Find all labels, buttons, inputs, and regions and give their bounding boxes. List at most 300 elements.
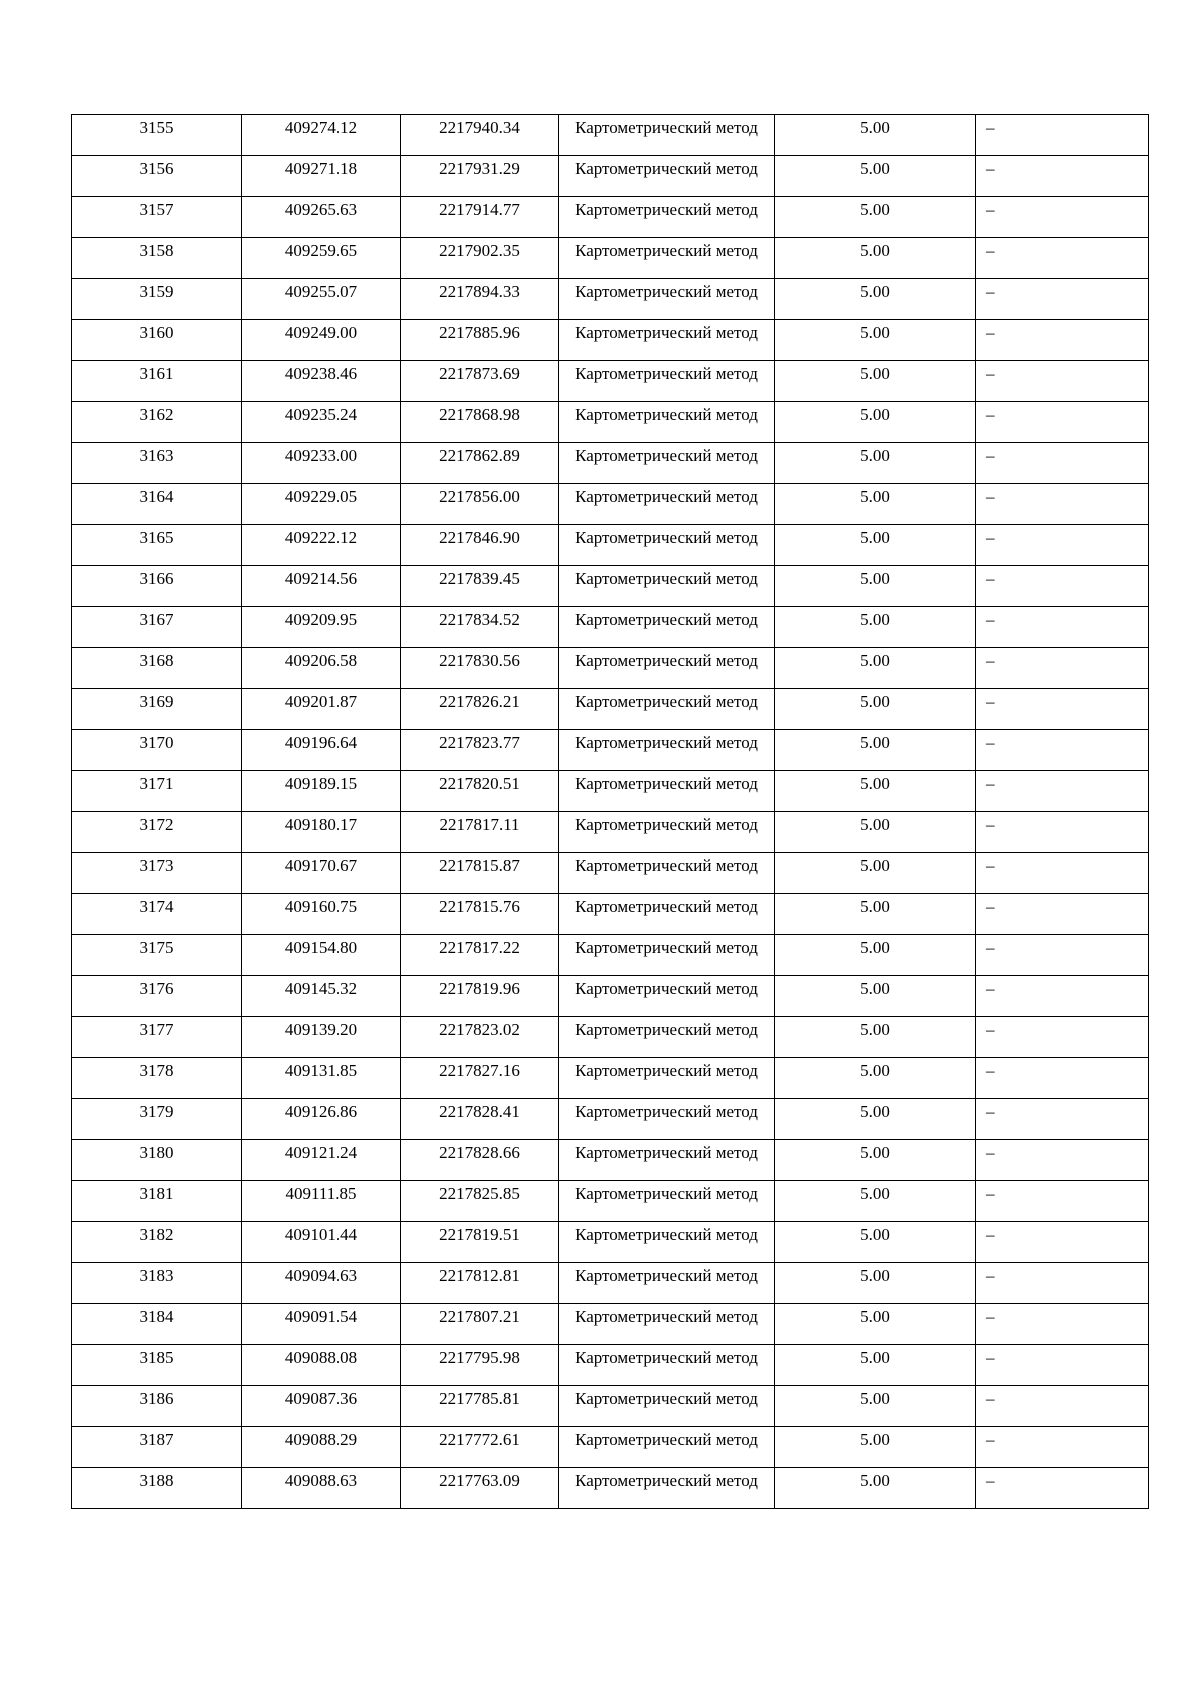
y-coordinate-cell [401,1345,559,1386]
x-coordinate-cell [242,1017,401,1058]
note-cell-text: – [986,651,995,670]
accuracy-cell-text: 5.00 [860,1389,890,1408]
table-row [72,771,1149,812]
method-cell-text: Картометрический метод [575,1266,758,1285]
method-cell-text: Картометрический метод [575,733,758,752]
y-coordinate-cell-text: 2217785.81 [439,1389,520,1408]
x-coordinate-cell-text: 409233.00 [284,446,358,465]
x-coordinate-cell-text: 409206.58 [284,651,358,670]
accuracy-cell [775,1017,976,1058]
table-row [72,156,1149,197]
note-cell [976,1140,1149,1181]
accuracy-cell-text: 5.00 [860,733,890,752]
note-cell-text: – [986,282,995,301]
note-cell [976,1304,1149,1345]
y-coordinate-cell-text: 2217827.16 [439,1061,520,1080]
method-cell [559,1017,775,1058]
table-row [72,689,1149,730]
accuracy-cell-text: 5.00 [860,1225,890,1244]
accuracy-cell [775,1304,976,1345]
x-coordinate-cell [242,1263,401,1304]
method-cell [559,1181,775,1222]
y-coordinate-cell-text: 2217823.02 [439,1020,520,1039]
x-coordinate-cell-text: 409094.63 [284,1266,358,1285]
method-cell [559,771,775,812]
accuracy-cell [775,484,976,525]
note-cell-text: – [986,1348,995,1367]
y-coordinate-cell [401,894,559,935]
point-number-cell [72,566,242,607]
y-coordinate-cell-text: 2217819.96 [439,979,520,998]
x-coordinate-cell [242,689,401,730]
note-cell-text: – [986,938,995,957]
method-cell-text: Картометрический метод [575,528,758,547]
x-coordinate-cell [242,771,401,812]
method-cell [559,812,775,853]
note-cell-text: – [986,610,995,629]
x-coordinate-cell-text: 409091.54 [284,1307,358,1326]
method-cell-text: Картометрический метод [575,938,758,957]
point-number-cell-text: 3174 [139,897,174,916]
note-cell-text: – [986,1102,995,1121]
method-cell-text: Картометрический метод [575,446,758,465]
method-cell [559,361,775,402]
coordinates-table [71,114,1149,1509]
point-number-cell-text: 3162 [139,405,174,424]
point-number-cell-text: 3184 [139,1307,174,1326]
x-coordinate-cell-text: 409145.32 [284,979,358,998]
accuracy-cell [775,566,976,607]
accuracy-cell [775,279,976,320]
y-coordinate-cell [401,525,559,566]
y-coordinate-cell [401,361,559,402]
accuracy-cell [775,361,976,402]
point-number-cell [72,689,242,730]
y-coordinate-cell-text: 2217862.89 [439,446,520,465]
method-cell-text: Картометрический метод [575,405,758,424]
point-number-cell-text: 3187 [139,1430,174,1449]
method-cell [559,443,775,484]
y-coordinate-cell [401,1181,559,1222]
point-number-cell-text: 3172 [139,815,174,834]
note-cell [976,1427,1149,1468]
note-cell [976,484,1149,525]
method-cell-text: Картометрический метод [575,1307,758,1326]
y-coordinate-cell [401,279,559,320]
coordinates-table-body [72,115,1149,1509]
table-row [72,1345,1149,1386]
x-coordinate-cell [242,1181,401,1222]
table-row [72,1263,1149,1304]
method-cell [559,1263,775,1304]
point-number-cell [72,525,242,566]
note-cell-text: – [986,856,995,875]
note-cell [976,197,1149,238]
point-number-cell-text: 3177 [139,1020,174,1039]
note-cell-text: – [986,405,995,424]
method-cell [559,1427,775,1468]
x-coordinate-cell [242,484,401,525]
x-coordinate-cell-text: 409160.75 [284,897,358,916]
point-number-cell [72,812,242,853]
y-coordinate-cell [401,1017,559,1058]
note-cell [976,689,1149,730]
accuracy-cell-text: 5.00 [860,446,890,465]
method-cell [559,156,775,197]
accuracy-cell [775,402,976,443]
point-number-cell-text: 3185 [139,1348,174,1367]
note-cell [976,1181,1149,1222]
note-cell-text: – [986,364,995,383]
table-row [72,894,1149,935]
note-cell-text: – [986,815,995,834]
x-coordinate-cell [242,279,401,320]
x-coordinate-cell [242,853,401,894]
x-coordinate-cell-text: 409235.24 [284,405,358,424]
y-coordinate-cell [401,566,559,607]
y-coordinate-cell [401,443,559,484]
method-cell [559,1304,775,1345]
accuracy-cell-text: 5.00 [860,1020,890,1039]
x-coordinate-cell [242,156,401,197]
y-coordinate-cell [401,156,559,197]
note-cell [976,935,1149,976]
accuracy-cell-text: 5.00 [860,364,890,383]
point-number-cell-text: 3165 [139,528,174,547]
point-number-cell [72,1099,242,1140]
table-row [72,320,1149,361]
y-coordinate-cell-text: 2217795.98 [439,1348,520,1367]
accuracy-cell-text: 5.00 [860,1307,890,1326]
y-coordinate-cell-text: 2217846.90 [439,528,520,547]
x-coordinate-cell [242,525,401,566]
x-coordinate-cell-text: 409131.85 [284,1061,358,1080]
x-coordinate-cell-text: 409265.63 [284,200,358,219]
point-number-cell-text: 3170 [139,733,174,752]
y-coordinate-cell-text: 2217894.33 [439,282,520,301]
y-coordinate-cell [401,935,559,976]
table-row [72,525,1149,566]
note-cell [976,115,1149,156]
accuracy-cell-text: 5.00 [860,651,890,670]
table-row [72,1181,1149,1222]
x-coordinate-cell-text: 409189.15 [284,774,358,793]
accuracy-cell [775,935,976,976]
accuracy-cell-text: 5.00 [860,487,890,506]
table-row [72,1468,1149,1509]
point-number-cell-text: 3183 [139,1266,174,1285]
accuracy-cell-text: 5.00 [860,610,890,629]
x-coordinate-cell [242,935,401,976]
y-coordinate-cell [401,1427,559,1468]
note-cell-text: – [986,1020,995,1039]
point-number-cell [72,1222,242,1263]
accuracy-cell-text: 5.00 [860,979,890,998]
table-row [72,279,1149,320]
x-coordinate-cell-text: 409139.20 [284,1020,358,1039]
y-coordinate-cell-text: 2217902.35 [439,241,520,260]
y-coordinate-cell [401,197,559,238]
note-cell-text: – [986,1143,995,1162]
y-coordinate-cell [401,648,559,689]
y-coordinate-cell-text: 2217828.41 [439,1102,520,1121]
accuracy-cell-text: 5.00 [860,1184,890,1203]
accuracy-cell-text: 5.00 [860,815,890,834]
accuracy-cell-text: 5.00 [860,1266,890,1285]
method-cell [559,197,775,238]
accuracy-cell [775,853,976,894]
point-number-cell [72,607,242,648]
note-cell [976,648,1149,689]
method-cell-text: Картометрический метод [575,1389,758,1408]
x-coordinate-cell-text: 409088.29 [284,1430,358,1449]
method-cell [559,238,775,279]
method-cell [559,1058,775,1099]
accuracy-cell [775,1345,976,1386]
method-cell-text: Картометрический метод [575,159,758,178]
x-coordinate-cell [242,1345,401,1386]
x-coordinate-cell [242,1427,401,1468]
x-coordinate-cell-text: 409255.07 [284,282,358,301]
table-row [72,1140,1149,1181]
point-number-cell-text: 3167 [139,610,174,629]
x-coordinate-cell-text: 409201.87 [284,692,358,711]
note-cell-text: – [986,1471,995,1490]
x-coordinate-cell [242,1468,401,1509]
x-coordinate-cell-text: 409101.44 [284,1225,358,1244]
table-row [72,1427,1149,1468]
method-cell [559,730,775,771]
method-cell-text: Картометрический метод [575,1430,758,1449]
method-cell [559,320,775,361]
y-coordinate-cell-text: 2217834.52 [439,610,520,629]
note-cell-text: – [986,528,995,547]
point-number-cell-text: 3160 [139,323,174,342]
note-cell-text: – [986,446,995,465]
point-number-cell-text: 3164 [139,487,174,506]
y-coordinate-cell-text: 2217828.66 [439,1143,520,1162]
method-cell [559,1222,775,1263]
method-cell [559,894,775,935]
x-coordinate-cell [242,976,401,1017]
accuracy-cell-text: 5.00 [860,282,890,301]
table-row [72,812,1149,853]
x-coordinate-cell-text: 409088.63 [284,1471,358,1490]
note-cell-text: – [986,1266,995,1285]
accuracy-cell-text: 5.00 [860,1471,890,1490]
method-cell [559,853,775,894]
method-cell-text: Картометрический метод [575,569,758,588]
x-coordinate-cell [242,1386,401,1427]
x-coordinate-cell-text: 409111.85 [285,1184,357,1203]
y-coordinate-cell [401,402,559,443]
y-coordinate-cell-text: 2217885.96 [439,323,520,342]
y-coordinate-cell-text: 2217856.00 [439,487,520,506]
y-coordinate-cell-text: 2217819.51 [439,1225,520,1244]
point-number-cell [72,484,242,525]
note-cell-text: – [986,1061,995,1080]
x-coordinate-cell-text: 409154.80 [284,938,358,957]
x-coordinate-cell [242,894,401,935]
accuracy-cell-text: 5.00 [860,118,890,137]
accuracy-cell [775,894,976,935]
y-coordinate-cell-text: 2217815.76 [439,897,520,916]
point-number-cell-text: 3169 [139,692,174,711]
note-cell [976,1222,1149,1263]
method-cell-text: Картометрический метод [575,1102,758,1121]
note-cell [976,279,1149,320]
x-coordinate-cell-text: 409170.67 [284,856,358,875]
x-coordinate-cell [242,402,401,443]
y-coordinate-cell-text: 2217830.56 [439,651,520,670]
y-coordinate-cell-text: 2217914.77 [439,200,520,219]
point-number-cell [72,1345,242,1386]
method-cell-text: Картометрический метод [575,200,758,219]
method-cell-text: Картометрический метод [575,692,758,711]
method-cell-text: Картометрический метод [575,815,758,834]
point-number-cell [72,361,242,402]
table-row [72,197,1149,238]
x-coordinate-cell [242,1099,401,1140]
y-coordinate-cell-text: 2217763.09 [439,1471,520,1490]
accuracy-cell-text: 5.00 [860,856,890,875]
point-number-cell-text: 3168 [139,651,174,670]
note-cell [976,238,1149,279]
y-coordinate-cell-text: 2217931.29 [439,159,520,178]
method-cell-text: Картометрический метод [575,651,758,670]
x-coordinate-cell-text: 409209.95 [284,610,358,629]
note-cell [976,730,1149,771]
y-coordinate-cell [401,853,559,894]
accuracy-cell [775,771,976,812]
x-coordinate-cell [242,115,401,156]
x-coordinate-cell-text: 409087.36 [284,1389,358,1408]
x-coordinate-cell-text: 409259.65 [284,241,358,260]
x-coordinate-cell [242,730,401,771]
note-cell [976,1345,1149,1386]
point-number-cell-text: 3176 [139,979,174,998]
method-cell-text: Картометрический метод [575,118,758,137]
method-cell-text: Картометрический метод [575,1225,758,1244]
y-coordinate-cell [401,976,559,1017]
accuracy-cell-text: 5.00 [860,405,890,424]
method-cell [559,689,775,730]
method-cell [559,525,775,566]
x-coordinate-cell [242,812,401,853]
note-cell [976,361,1149,402]
point-number-cell [72,156,242,197]
y-coordinate-cell-text: 2217825.85 [439,1184,520,1203]
accuracy-cell [775,525,976,566]
method-cell [559,1386,775,1427]
x-coordinate-cell-text: 409126.86 [284,1102,358,1121]
y-coordinate-cell [401,1222,559,1263]
note-cell [976,525,1149,566]
accuracy-cell-text: 5.00 [860,1102,890,1121]
method-cell [559,115,775,156]
x-coordinate-cell-text: 409180.17 [284,815,358,834]
accuracy-cell-text: 5.00 [860,1061,890,1080]
x-coordinate-cell-text: 409238.46 [284,364,358,383]
accuracy-cell [775,1058,976,1099]
point-number-cell [72,320,242,361]
point-number-cell-text: 3166 [139,569,174,588]
y-coordinate-cell [401,689,559,730]
point-number-cell [72,935,242,976]
y-coordinate-cell [401,812,559,853]
accuracy-cell [775,197,976,238]
method-cell-text: Картометрический метод [575,1184,758,1203]
table-row [72,238,1149,279]
note-cell [976,1099,1149,1140]
accuracy-cell [775,689,976,730]
table-row [72,1222,1149,1263]
point-number-cell-text: 3171 [139,774,174,793]
accuracy-cell [775,1468,976,1509]
x-coordinate-cell [242,361,401,402]
note-cell-text: – [986,1307,995,1326]
y-coordinate-cell [401,771,559,812]
point-number-cell [72,443,242,484]
accuracy-cell-text: 5.00 [860,897,890,916]
point-number-cell [72,1017,242,1058]
method-cell-text: Картометрический метод [575,487,758,506]
note-cell [976,812,1149,853]
note-cell-text: – [986,979,995,998]
accuracy-cell [775,1263,976,1304]
accuracy-cell-text: 5.00 [860,692,890,711]
y-coordinate-cell-text: 2217873.69 [439,364,520,383]
point-number-cell [72,238,242,279]
accuracy-cell [775,320,976,361]
note-cell [976,853,1149,894]
y-coordinate-cell [401,1304,559,1345]
accuracy-cell-text: 5.00 [860,323,890,342]
x-coordinate-cell [242,648,401,689]
x-coordinate-cell-text: 409222.12 [284,528,358,547]
note-cell [976,607,1149,648]
point-number-cell-text: 3159 [139,282,174,301]
note-cell-text: – [986,200,995,219]
accuracy-cell [775,115,976,156]
table-row [72,361,1149,402]
x-coordinate-cell [242,238,401,279]
point-number-cell [72,648,242,689]
method-cell-text: Картометрический метод [575,241,758,260]
method-cell [559,1140,775,1181]
method-cell [559,607,775,648]
point-number-cell-text: 3180 [139,1143,174,1162]
point-number-cell [72,1304,242,1345]
method-cell-text: Картометрический метод [575,282,758,301]
table-row [72,607,1149,648]
y-coordinate-cell-text: 2217817.22 [439,938,520,957]
method-cell-text: Картометрический метод [575,1143,758,1162]
y-coordinate-cell [401,238,559,279]
x-coordinate-cell [242,1222,401,1263]
x-coordinate-cell-text: 409214.56 [284,569,358,588]
point-number-cell [72,1058,242,1099]
method-cell [559,976,775,1017]
point-number-cell [72,115,242,156]
method-cell-text: Картометрический метод [575,1020,758,1039]
x-coordinate-cell [242,1140,401,1181]
accuracy-cell [775,443,976,484]
accuracy-cell [775,1427,976,1468]
x-coordinate-cell-text: 409271.18 [284,159,358,178]
x-coordinate-cell [242,320,401,361]
y-coordinate-cell [401,607,559,648]
